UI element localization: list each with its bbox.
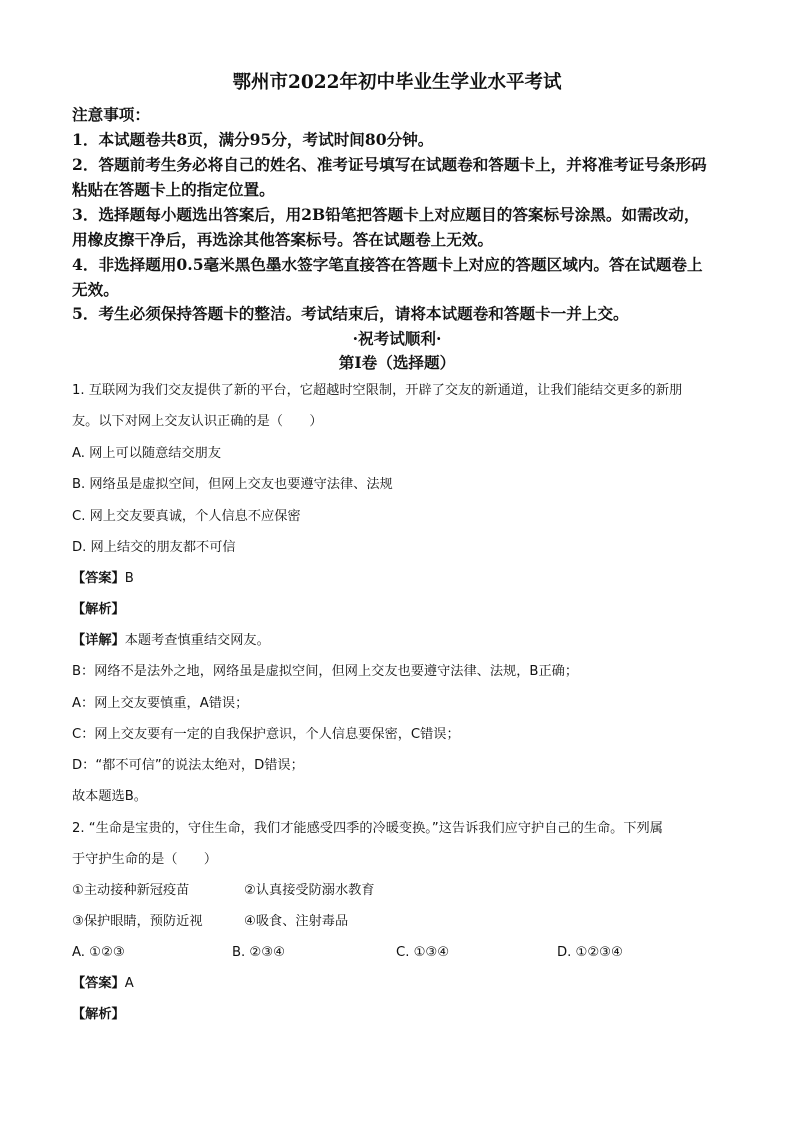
- question-1-stem-continued: 友。以下对网上交友认识正确的是（ ）: [72, 414, 323, 429]
- section-heading: 第Ⅰ卷（选择题）: [338, 353, 456, 372]
- notice-item: 3．选择题每小题选出答案后，用2B铅笔把答题卡上对应题目的答案标号涂黑。如需改动，: [72, 205, 700, 224]
- notice-item: 4．非选择题用0.5毫米黑色墨水签字笔直接答在答题卡上对应的答题区域内。答在试题卷上: [72, 255, 703, 274]
- notice-item: 1．本试题卷共8页，满分95分，考试时间80分钟。: [72, 130, 434, 149]
- question-2-item-1: ①主动接种新冠疫苗: [72, 883, 190, 898]
- explanation-line: 故本题选B。: [72, 789, 147, 804]
- question-2-option-c: C. ①③④: [396, 945, 450, 960]
- explanation-line: C：网上交友要有一定的自我保护意识，个人信息要保密，C错误；: [72, 727, 460, 742]
- notice-item: 粘贴在答题卡上的指定位置。: [72, 180, 275, 199]
- question-2-stem: 2. “生命是宝贵的，守住生命，我们才能感受四季的冷暖变换。”这告诉我们应守护自己的生命。下列属: [72, 821, 663, 836]
- question-1-option-d: D. 网上结交的朋友都不可信: [72, 540, 236, 555]
- question-2-item-4: ④吸食、注射毒品: [244, 914, 349, 929]
- question-1-detail: [72, 634, 270, 647]
- question-1-option-b: B. 网络虽是虚拟空间，但网上交友也要遵守法律、法规: [72, 477, 393, 492]
- answer-label: 【答案】: [72, 976, 125, 991]
- page-title: 鄂州市2022年初中毕业生学业水平考试: [232, 72, 562, 93]
- detail-label: 【详解】: [72, 633, 125, 648]
- question-2-option-b: B. ②③④: [232, 945, 285, 960]
- question-1-analysis: [72, 603, 125, 616]
- notice-item: 用橡皮擦干净后，再选涂其他答案标号。答在试题卷上无效。: [72, 230, 494, 249]
- question-2-stem-continued: 于守护生命的是（ ）: [72, 852, 218, 867]
- question-2-item-2: ②认真接受防溺水教育: [244, 883, 375, 898]
- answer-value: A: [124, 976, 134, 991]
- explanation-line: A：网上交友要慎重，A错误；: [72, 696, 249, 711]
- question-1-option-a: A. 网上可以随意结交朋友: [72, 446, 222, 461]
- question-2-analysis: [72, 1008, 125, 1021]
- question-1-option-c: C. 网上交友要真诚，个人信息不应保密: [72, 509, 301, 524]
- answer-label: 【答案】: [72, 571, 125, 586]
- question-2-answer: [72, 977, 134, 990]
- notice-item: 5．考生必须保持答题卡的整洁。考试结束后，请将本试题卷和答题卡一并上交。: [72, 304, 629, 323]
- blessing-line: ·祝考试顺利·: [352, 329, 442, 348]
- analysis-label: 【解析】: [72, 1007, 125, 1022]
- question-2-option-d: D. ①②③④: [557, 945, 623, 960]
- question-2-item-3: ③保护眼睛，预防近视: [72, 914, 203, 929]
- notice-heading: 注意事项：: [72, 105, 150, 124]
- question-1-stem: 1. 互联网为我们交友提供了新的平台，它超越时空限制，开辟了交友的新通道，让我们能结交更多的新朋: [72, 383, 683, 398]
- detail-text: 本题考查慎重结交网友。: [124, 633, 270, 648]
- explanation-line: B：网络不是法外之地，网络虽是虚拟空间，但网上交友也要遵守法律、法规，B正确；: [72, 664, 579, 679]
- analysis-label: 【解析】: [72, 602, 125, 617]
- notice-item: 无效。: [72, 280, 119, 299]
- answer-value: B: [124, 571, 134, 586]
- question-2-option-a: A. ①②③: [72, 945, 125, 960]
- question-1-answer: [72, 572, 134, 585]
- notice-item: 2．答题前考生务必将自己的姓名、准考证号填写在试题卷和答题卡上，并将准考证号条形码: [72, 155, 707, 174]
- explanation-line: D：“都不可信”的说法太绝对，D错误；: [72, 758, 304, 773]
